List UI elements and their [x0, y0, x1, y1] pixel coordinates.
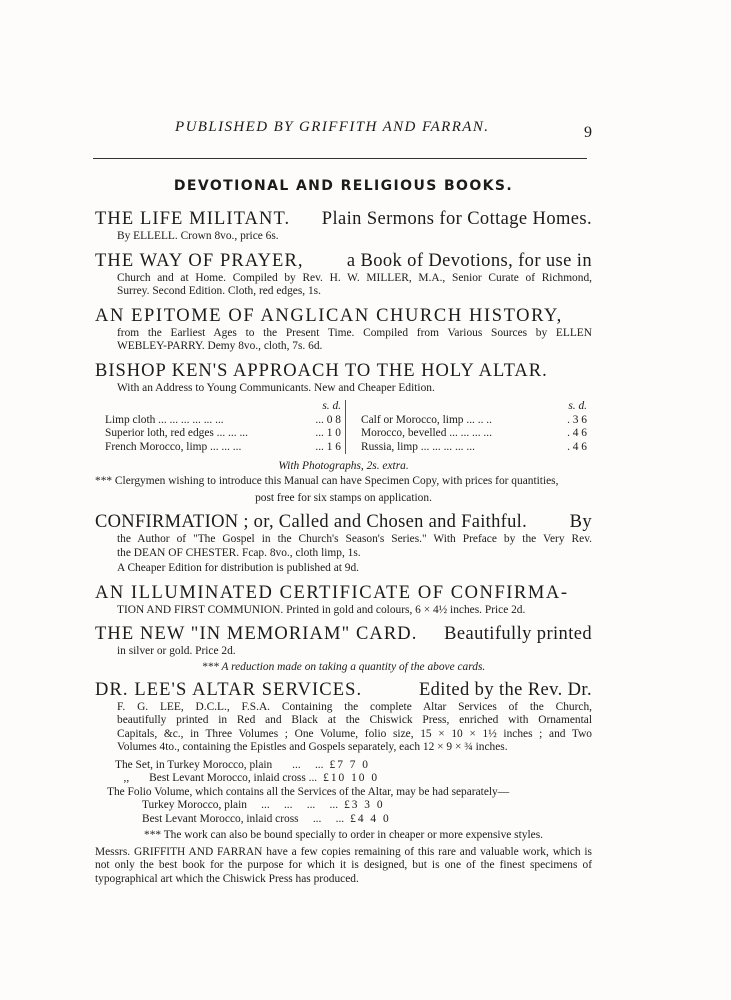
entry-altar-services: [95, 680, 592, 887]
price-value: ... 1 0: [315, 427, 341, 439]
price-value: £4 4 0: [350, 812, 391, 825]
entry-subtitle: Edited by the Rev. Dr.: [418, 679, 592, 700]
column-header: s. d.: [322, 400, 341, 412]
price-row: [95, 759, 592, 773]
price-value: £7 7 0: [329, 758, 370, 771]
price-value: . 3 6: [567, 413, 587, 426]
header-rule: [93, 158, 587, 159]
price-label: Limp cloth ... ... ... ... ... ...: [105, 413, 224, 426]
price-row: [361, 414, 591, 428]
section-title: DEVOTIONAL AND RELIGIOUS BOOKS.: [173, 178, 514, 194]
price-value: £3 3 0: [344, 799, 385, 811]
price-value: . 4 6: [567, 427, 587, 439]
entry-line: A Cheaper Edition for distribution is published at 9d.: [117, 562, 360, 574]
entry-subtitle: By: [569, 512, 592, 532]
price-row: [95, 799, 592, 813]
entry-heading: [95, 624, 592, 645]
price-label: ,, Best Levant Morocco, inlaid cross ...: [115, 772, 318, 784]
entry-epitome: [95, 306, 592, 354]
entry-title: DR. LEE'S ALTAR SERVICES.: [95, 679, 363, 700]
photographs-note: With Photographs, 2s. extra.: [278, 460, 409, 472]
entry-title: BISHOP KEN'S APPROACH TO THE HOLY ALTAR.: [95, 360, 548, 381]
price-value: £10 10 0: [323, 772, 380, 784]
entry-heading: [95, 251, 592, 272]
price-column-left: [105, 400, 345, 454]
price-label: French Morocco, limp ... ... ...: [105, 440, 242, 453]
entry-heading: [95, 512, 592, 533]
entry-heading: [95, 209, 592, 230]
price-row: [95, 813, 592, 827]
price-table: [95, 400, 592, 454]
price-value: ... 0 8: [315, 413, 341, 426]
price-row: [361, 427, 591, 441]
entry-way-of-prayer: [95, 251, 592, 299]
content: [95, 178, 592, 893]
binding-note: *** The work can also be bound specially to order in cheaper or more expensive styles.: [144, 829, 543, 841]
entry-title: THE LIFE MILITANT.: [95, 209, 291, 229]
price-column-right: [345, 400, 591, 454]
entry-line: from the Earliest Ages to the Present Time. Compiled from Various Sources by ELLEN: [117, 326, 592, 339]
price-row: [361, 441, 591, 455]
price-label: The Set, in Turkey Morocco, plain ... ...: [115, 758, 324, 771]
entry-line: Church and at Home. Compiled by Rev. H. W. MILLER, M.A., Senior Curate of Richmond,: [117, 271, 592, 284]
price-row: [105, 414, 345, 428]
price-label: Best Levant Morocco, inlaid cross ... ...: [142, 812, 345, 825]
entry-title: AN EPITOME OF ANGLICAN CHURCH HISTORY,: [95, 305, 563, 326]
entry-bishop-ken: [95, 361, 592, 506]
clergy-note-cont: post free for six stamps on application.: [255, 491, 432, 504]
clergy-note: *** Clergymen wishing to introduce this Manual can have Specimen Copy, with prices for quantities,: [95, 475, 559, 487]
entry-title: THE WAY OF PRAYER,: [95, 250, 304, 271]
entry-certificate: [95, 583, 592, 618]
entry-confirmation: [95, 512, 592, 576]
entry-life-militant: [95, 209, 592, 244]
reduction-note: *** A reduction made on taking a quantity of the above cards.: [201, 660, 486, 673]
price-label: Superior loth, red edges ... ... ...: [105, 427, 248, 439]
entry-heading: [95, 583, 592, 604]
entry-line: in silver or gold. Price 2d.: [117, 645, 236, 657]
entry-line: Volumes 4to., containing the Epistles and Gospels separately, each 12 × 9 × ¾ inches.: [117, 741, 508, 753]
entry-line: the DEAN OF CHESTER. Fcap. 8vo., cloth limp, 1s.: [117, 546, 361, 559]
entry-heading: [95, 361, 592, 382]
running-head: PUBLISHED BY GRIFFITH AND FARRAN.: [175, 119, 490, 135]
entry-line: Surrey. Second Edition. Cloth, red edges, 1s.: [117, 285, 321, 297]
entry-line: By ELLELL. Crown 8vo., price 6s.: [117, 230, 279, 242]
price-row: [95, 772, 592, 786]
entry-heading: [95, 306, 592, 327]
entry-line: beautifully printed in Red and Black at the Chiswick Press, enriched with Ornamental: [117, 714, 592, 726]
entry-title: AN ILLUMINATED CERTIFICATE OF CONFIRMA-: [95, 582, 569, 603]
price-row: [105, 441, 345, 455]
price-label: Turkey Morocco, plain ... ... ... ...: [142, 799, 339, 811]
entry-line: F. G. LEE, D.C.L., F.S.A. Containing the complete Altar Services of the Church,: [117, 700, 592, 713]
entry-line: the Author of "The Gospel in the Church's Season's Series." With Preface by the Very Rev.: [117, 533, 592, 545]
folio-text: The Folio Volume, which contains all the Services of the Altar, may be had separately—: [107, 785, 510, 798]
entry-title: THE NEW "IN MEMORIAM" CARD.: [95, 624, 418, 644]
entry-subtitle: Plain Sermons for Cottage Homes.: [321, 209, 592, 229]
entry-heading: [95, 680, 592, 701]
entry-line: TION AND FIRST COMMUNION. Printed in gold and colours, 6 × 4½ inches. Price 2d.: [117, 603, 526, 616]
price-value: ... 1 6: [315, 440, 341, 453]
entry-line: Capitals, &c., in Three Volumes ; One Volume, folio size, 15 × 10 × 1½ inches ; and Two: [117, 727, 592, 740]
price-label: Calf or Morocco, limp ... .. ..: [361, 413, 492, 426]
price-label: Russia, limp ... ... ... ... ...: [361, 440, 475, 453]
entry-line: With an Address to Young Communicants. New and Cheaper Edition.: [117, 381, 435, 394]
entry-in-memoriam: [95, 624, 592, 673]
altar-price-list: [95, 759, 592, 827]
messrs-paragraph: Messrs. GRIFFITH AND FARRAN have a few copies remaining of this rare and valuable work, which is not only the best book for the purpose for which it is designed, but is one of the finest specimens of typographical art which the Chiswick Press has produced.: [95, 845, 592, 885]
folio-line: [95, 786, 592, 800]
price-row: [105, 427, 345, 441]
price-value: . 4 6: [567, 440, 587, 453]
entry-line: WEBLEY-PARRY. Demy 8vo., cloth, 7s. 6d.: [117, 340, 323, 352]
entry-title: CONFIRMATION ; or, Called and Chosen and Faithful.: [95, 512, 528, 532]
price-label: Morocco, bevelled ... ... ... ...: [361, 427, 492, 439]
entry-subtitle: a Book of Devotions, for use in: [346, 250, 592, 271]
column-header: s. d.: [568, 400, 587, 412]
page-number: 9: [584, 124, 592, 141]
entry-subtitle: Beautifully printed: [444, 624, 592, 644]
